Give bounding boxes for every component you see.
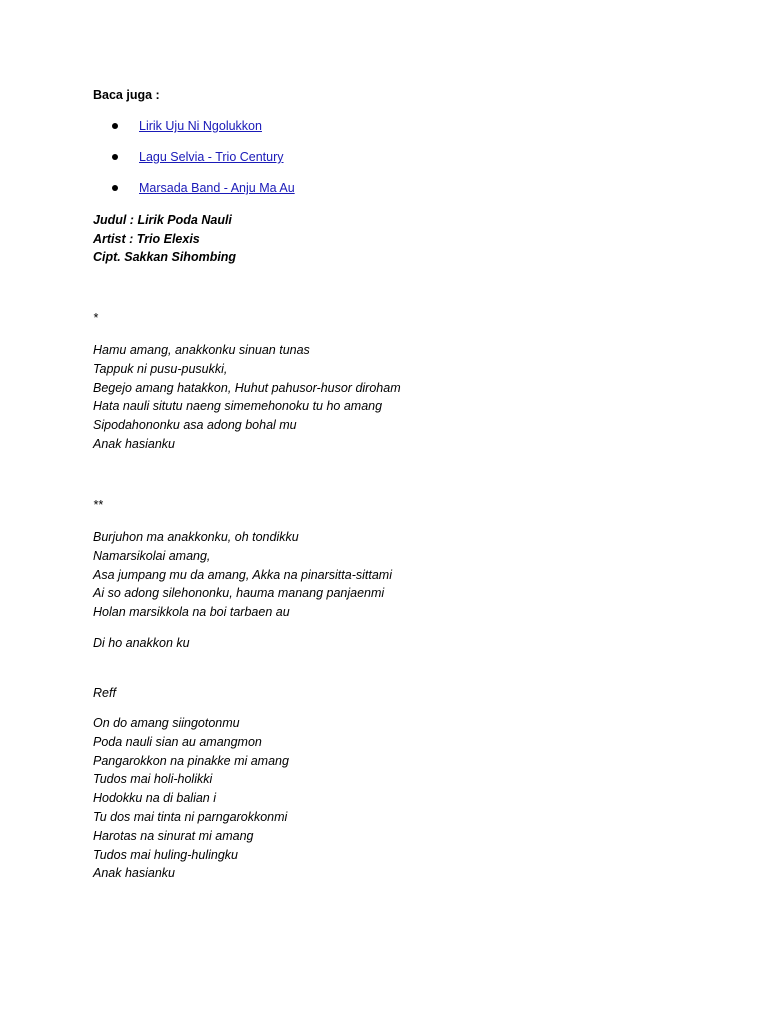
lyric-line: Namarsikolai amang,	[93, 548, 211, 563]
lyric-line: Hamu amang, anakkonku sinuan tunas	[93, 343, 310, 357]
link-lagu-selvia[interactable]: Lagu Selvia - Trio Century	[139, 150, 284, 164]
lyric-line: Anak hasianku	[93, 866, 176, 881]
reff-label: Reff	[93, 686, 116, 700]
lyric-line: Ai so adong silehononku, hauma manang panjaenmi	[93, 586, 385, 601]
lyric-line: Holan marsikkola na boi tarbaen au	[93, 605, 290, 620]
lyric-line: Harotas na sinurat mi amang	[93, 828, 254, 843]
lyric-line: Tudos mai huling-hulingku	[93, 847, 238, 862]
link-marsada-band[interactable]: Marsada Band - Anju Ma Au	[139, 181, 295, 195]
song-artist: Artist : Trio Elexis	[93, 231, 200, 246]
lyric-line: Hata nauli situtu naeng simemehonoku tu ho amang	[93, 399, 383, 414]
lyric-line: On do amang siingotonmu	[93, 716, 240, 730]
lyric-line: Tudos mai holi-holikki	[93, 772, 213, 787]
song-meta	[93, 211, 236, 267]
bullet-icon	[112, 154, 118, 160]
bullet-icon	[112, 123, 118, 129]
lyric-line: Anak hasianku	[93, 436, 176, 451]
link-lirik-uju-ni-ngolukkon[interactable]: Lirik Uju Ni Ngolukkon	[139, 119, 262, 133]
lyric-line: Hodokku na di balian i	[93, 791, 216, 806]
verse1-marker: *	[93, 311, 98, 325]
lyric-line: Begejo amang hatakkon, Huhut pahusor-husor diroham	[93, 380, 401, 395]
verse2-marker: **	[93, 498, 103, 512]
lyric-line: Burjuhon ma anakkonku, oh tondikku	[93, 530, 299, 544]
verse2-closing: Di ho anakkon ku	[93, 636, 190, 650]
lyric-line: Poda nauli sian au amangmon	[93, 734, 262, 749]
bullet-icon	[112, 185, 118, 191]
song-title: Judul : Lirik Poda Nauli	[93, 213, 232, 227]
song-composer: Cipt. Sakkan Sihombing	[93, 250, 237, 264]
baca-juga-heading: Baca juga :	[93, 88, 160, 102]
verse1-lines	[93, 341, 401, 454]
reff-lines	[93, 714, 289, 883]
lyric-line: Pangarokkon na pinakke mi amang	[93, 753, 289, 768]
lyric-line: Asa jumpang mu da amang, Akka na pinarsitta-sittami	[93, 567, 392, 582]
lyric-line: Tappuk ni pusu-pusukki,	[93, 361, 228, 376]
lyric-line: Tu dos mai tinta ni parngarokkonmi	[93, 809, 288, 824]
lyric-line: Sipodahononku asa adong bohal mu	[93, 418, 297, 433]
verse2-lines	[93, 528, 392, 622]
